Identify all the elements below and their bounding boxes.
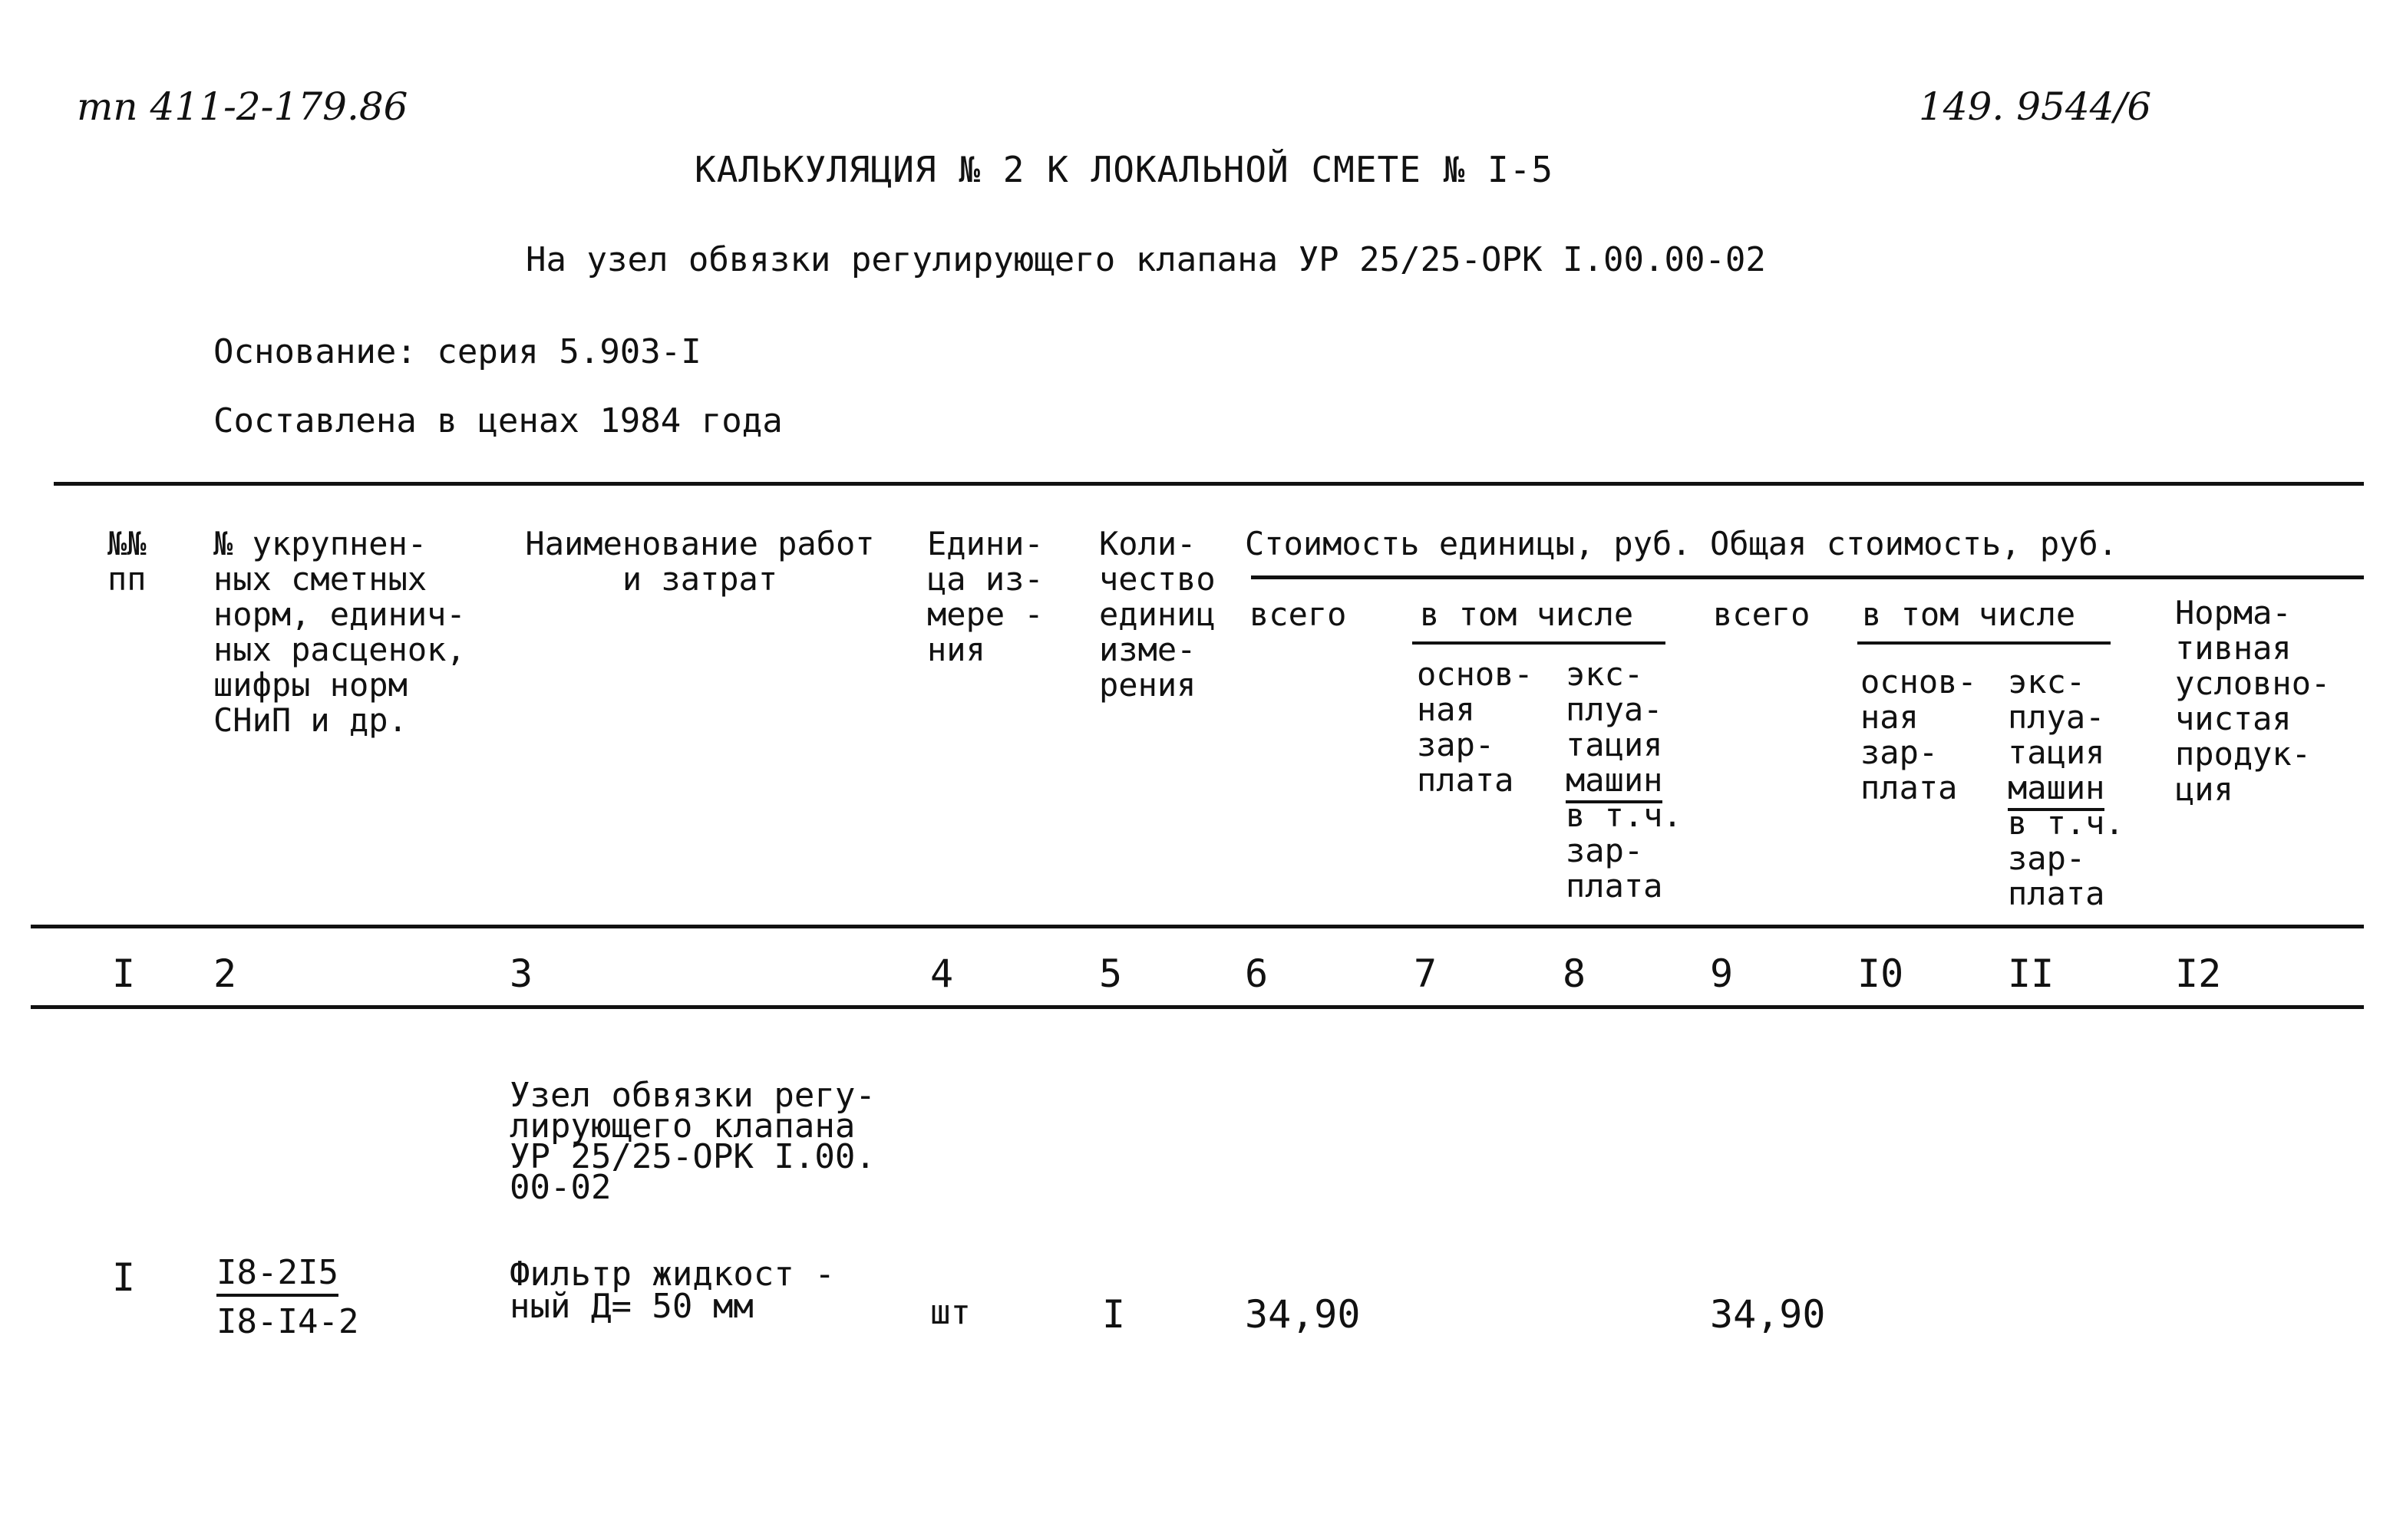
row-unit: шт: [930, 1293, 971, 1332]
row-quantity: I: [1102, 1292, 1126, 1337]
header-col-normative: Норма- тивная условно- чистая продук- ция: [2175, 594, 2331, 808]
col-number-5: 5: [1099, 951, 1123, 996]
incl1-rule: [1412, 641, 1665, 645]
header-unit-cost: Стоимость единицы, руб.: [1245, 525, 1692, 562]
header-total-machines: экс- плуа- тация машин в т.ч. зар- плата: [2008, 663, 2124, 912]
header-col-quantity: Коли- чество единиц изме- рения: [1099, 525, 1216, 704]
col-number-2: 2: [213, 951, 237, 996]
col-number-9: 9: [1710, 951, 1734, 996]
section-heading: Узел обвязки регу- лирующего клапана УР 25/25-ОРК I.00. 00-02: [510, 1076, 876, 1207]
document-title: КАЛЬКУЛЯЦИЯ № 2 К ЛОКАЛЬНОЙ СМЕТЕ № I-5: [695, 149, 1554, 190]
table-top-rule: [54, 482, 2364, 486]
cost-header-rule: [1251, 575, 2364, 579]
row-number: I: [112, 1255, 136, 1300]
header-total-incl: в том числе: [1862, 595, 2076, 633]
numbers-bottom-rule: [31, 1005, 2364, 1009]
row-name: Фильтр жидкост - ный Д= 50 мм: [510, 1255, 835, 1326]
row-code-bottom: I8-I4-2: [216, 1302, 359, 1341]
header-col-unit: Едини- ца из- мере - ния: [927, 525, 1044, 668]
header-unit-machines: экс- плуа- тация машин в т.ч. зар- плата: [1566, 655, 1682, 905]
header-unit-incl: в том числе: [1420, 595, 1634, 633]
row-total: 34,90: [1710, 1292, 1826, 1337]
header-total-cost: Общая стоимость, руб.: [1710, 525, 2118, 562]
row-code-top: I8-2I5: [216, 1255, 338, 1291]
header-col-number: №№ пп: [107, 525, 147, 598]
row-unit-total: 34,90: [1245, 1292, 1361, 1337]
col-number-11: II: [2008, 951, 2055, 996]
basis-line: Основание: серия 5.903-I: [213, 332, 701, 371]
header-col-norms: № укрупнен- ных сметных норм, единич- ных расценок, шифры норм СНиП и др.: [213, 525, 466, 739]
header-total-total: всего: [1713, 595, 1811, 633]
header-unit-total: всего: [1249, 595, 1347, 633]
col-number-3: 3: [510, 951, 533, 996]
document-code-left: тп 411-2-179.86: [77, 84, 408, 129]
col-number-1: I: [112, 951, 136, 996]
prices-line: Составлена в ценах 1984 года: [213, 401, 783, 440]
col-number-4: 4: [930, 951, 954, 996]
document-code-right: 149. 9544/6: [1919, 84, 2152, 129]
header-total-wage: основ- ная зар- плата: [1860, 663, 1977, 806]
header-bottom-rule: [31, 925, 2364, 928]
col-number-7: 7: [1414, 951, 1438, 996]
header-unit-wage: основ- ная зар- плата: [1417, 655, 1533, 799]
col-number-6: 6: [1245, 951, 1269, 996]
incl2-rule: [1857, 641, 2111, 645]
document-subtitle: На узел обвязки регулирующего клапана УР 25/25-ОРК I.00.00-02: [526, 240, 1766, 279]
col-number-12: I2: [2175, 951, 2222, 996]
col-number-8: 8: [1563, 951, 1586, 996]
col-number-10: I0: [1857, 951, 1904, 996]
header-col-name: Наименование работ и затрат: [525, 525, 875, 598]
